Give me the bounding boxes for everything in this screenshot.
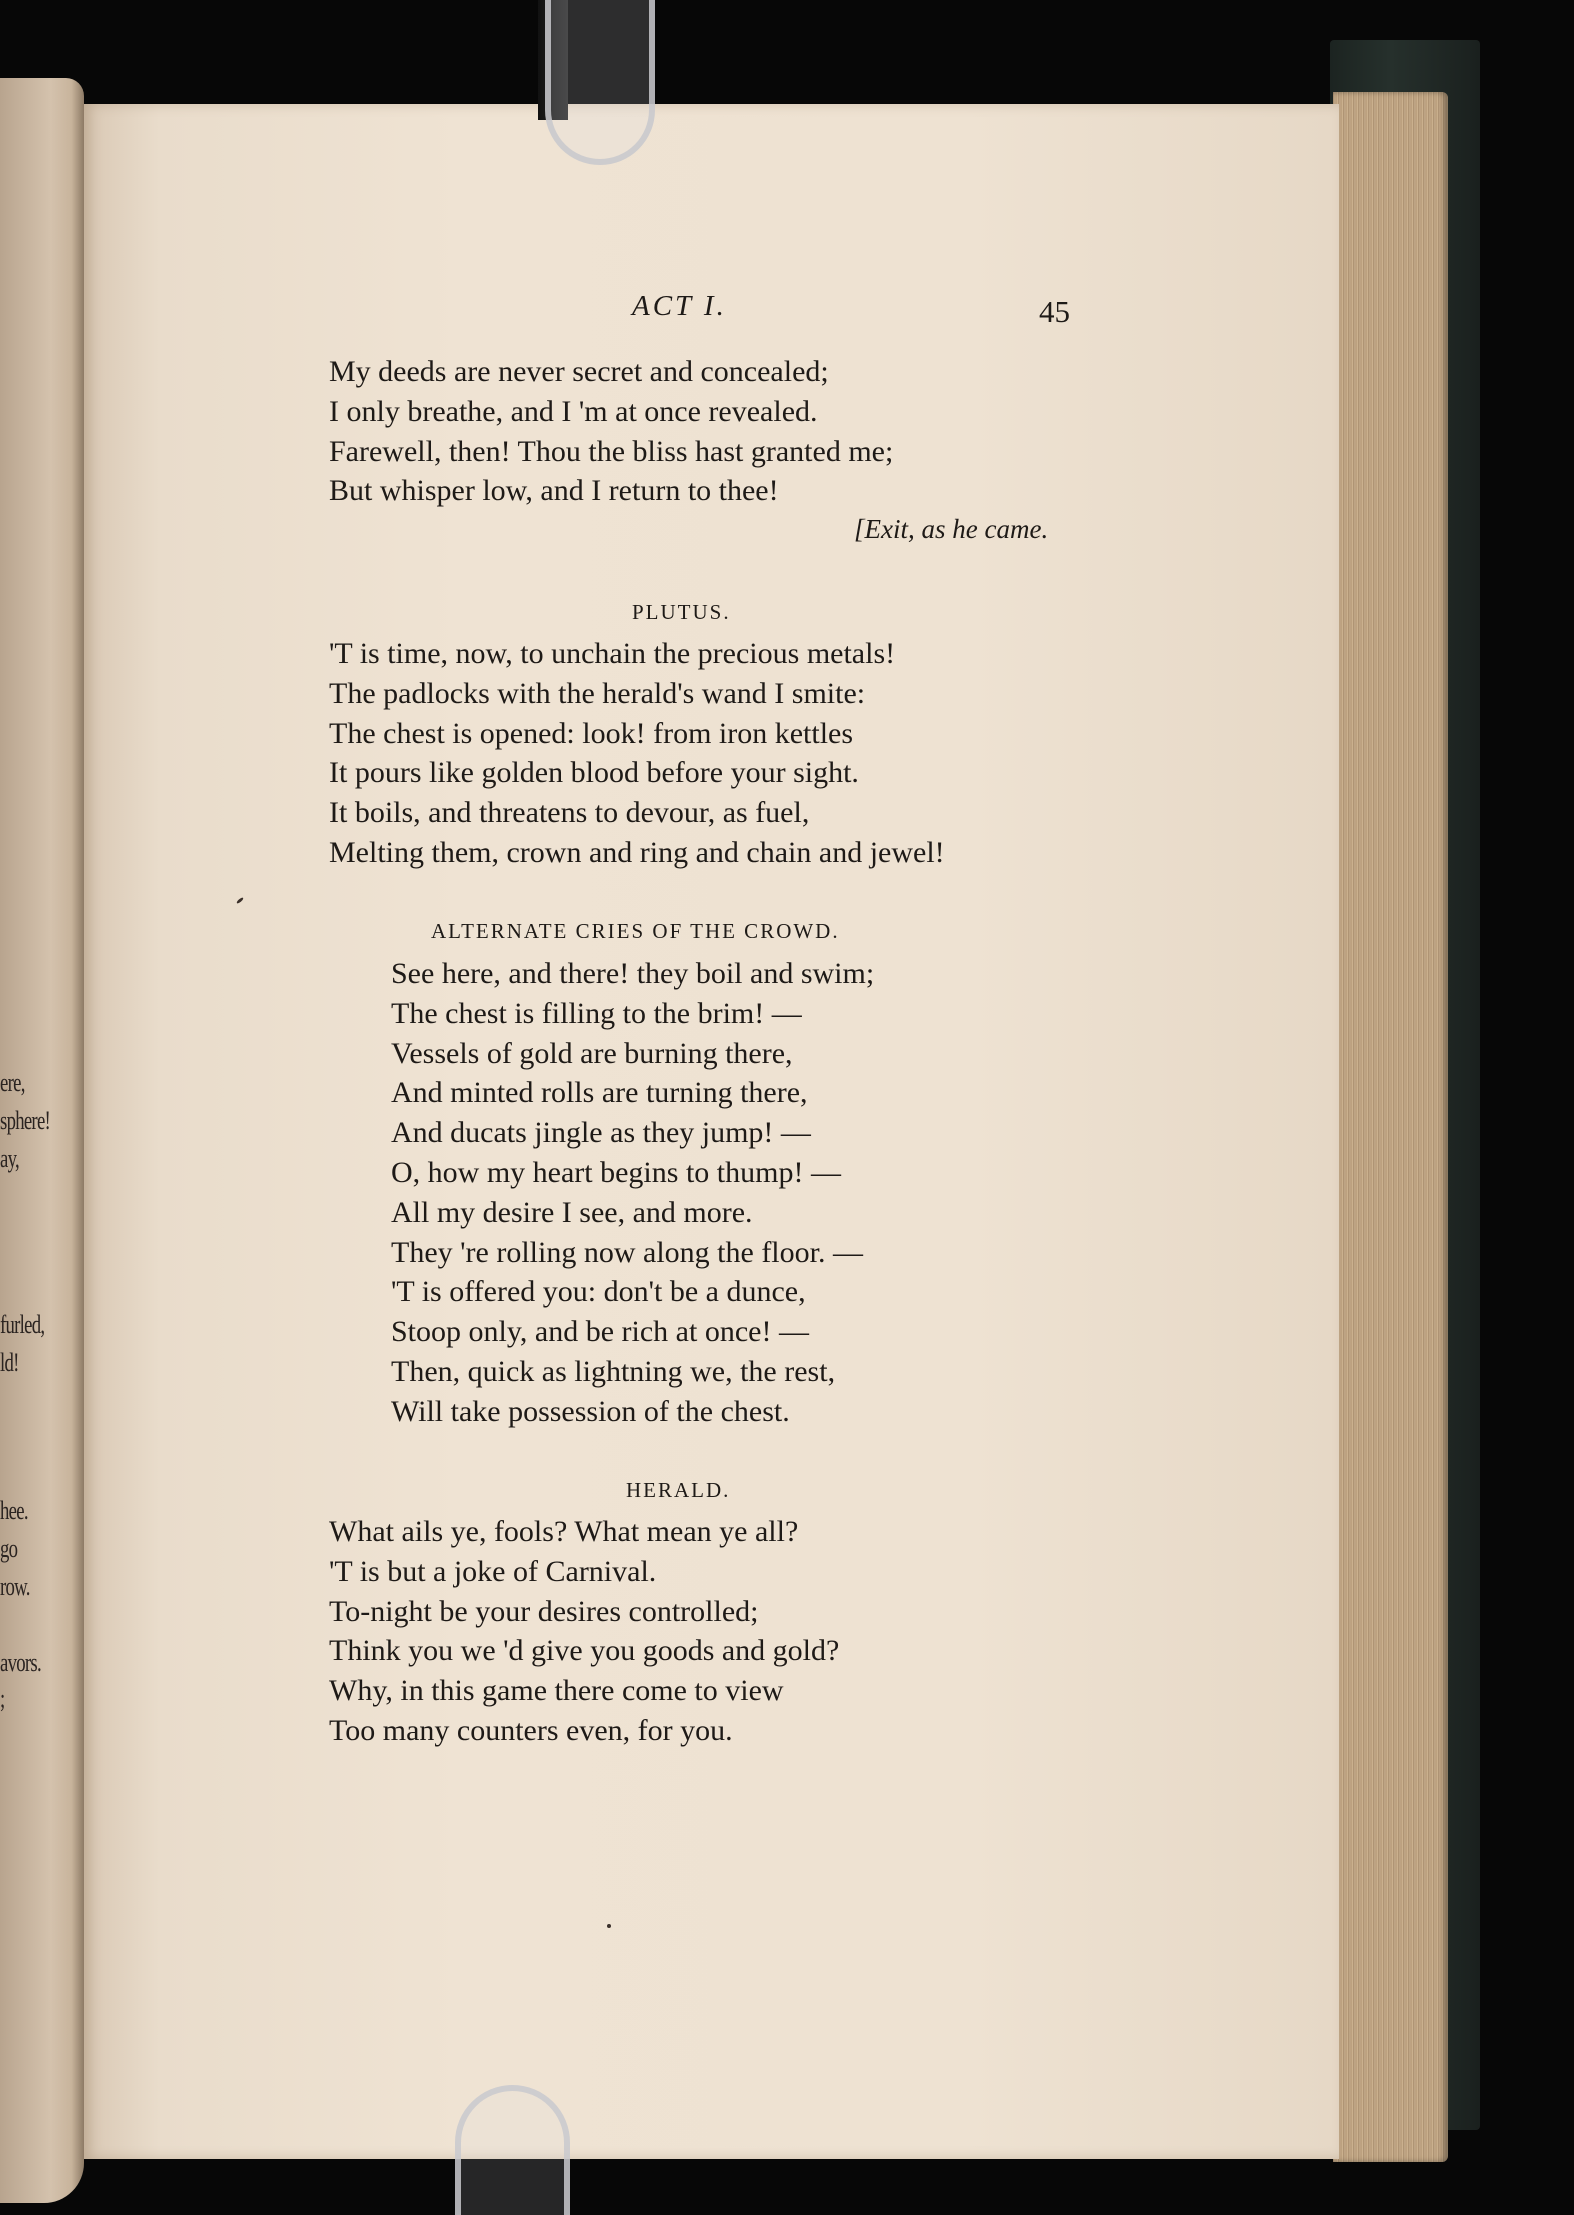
left-page-fragment: avors. [0,1648,41,1677]
verse-line: And ducats jingle as they jump! — [391,1116,811,1150]
speaker-heading: HERALD. [626,1478,731,1502]
verse-line: The chest is filling to the brim! — [391,996,802,1030]
verse-line: It pours like golden blood before your sight. [329,756,859,790]
verse-line: Then, quick as lightning we, the rest, [391,1354,836,1388]
left-page-fragment: hee. [0,1496,28,1525]
paper-speck [607,1924,611,1928]
verse-line: Melting them, crown and ring and chain and jewel! [329,835,945,869]
left-page-fragment: furled, [0,1310,45,1339]
verse-line: I only breathe, and I 'm at once revealed. [329,394,818,428]
verse-line: It boils, and threatens to devour, as fuel, [329,796,810,830]
paper-mark [236,897,244,904]
verse-line: 'T is offered you: don't be a dunce, [391,1275,806,1309]
verse-line: What ails ye, fools? What mean ye all? [329,1515,799,1548]
verse-line: All my desire I see, and more. [391,1195,753,1229]
verse-line: The chest is opened: look! from iron kettles [329,716,854,750]
verse-line: Why, in this game there come to view [329,1674,784,1708]
left-page-fragment: sphere! [0,1106,51,1135]
verse-line: And minted rolls are turning there, [391,1076,808,1110]
left-page-fragment: ld! [0,1348,19,1377]
verse-line: O, how my heart begins to thump! — [391,1155,841,1189]
verse-line: Too many counters even, for you. [329,1713,733,1747]
left-page-fragment: go [0,1534,18,1563]
verse-line: Think you we 'd give you goods and gold? [329,1634,840,1668]
verse-block-4 [329,1512,839,1751]
verse-line: Will take possession of the chest. [391,1394,790,1428]
page-text [84,104,1339,2159]
running-head: ACT I. [632,290,727,322]
verse-line: But whisper low, and I return to thee! [329,474,779,508]
left-page-fragment: row. [0,1572,30,1601]
verse-line: See here, and there! they boil and swim; [391,957,875,990]
verse-block-2 [329,634,945,873]
verse-line: The padlocks with the herald's wand I smite: [329,676,866,710]
verse-line: 'T is time, now, to unchain the precious metals! [329,637,896,670]
verse-line: To-night be your desires controlled; [329,1594,759,1628]
verse-line: Vessels of gold are burning there, [391,1036,793,1070]
speaker-heading: PLUTUS. [632,600,731,624]
page-number: 45 [1039,294,1070,329]
verse-line: Farewell, then! Thou the bliss hast granted me; [329,434,894,468]
left-page-fragment: ; [0,1684,5,1713]
left-page-fragment: ay, [0,1144,19,1173]
page-fore-edge [1333,92,1448,2162]
speaker-heading: ALTERNATE CRIES OF THE CROWD. [431,919,840,943]
verse-line: Stoop only, and be rich at once! — [391,1315,809,1349]
verse-line: My deeds are never secret and concealed; [329,355,829,388]
verse-line: They 're rolling now along the floor. — [391,1235,863,1269]
verse-line: 'T is but a joke of Carnival. [329,1554,657,1588]
left-page-fragment: ere, [0,1068,25,1097]
left-facing-page [0,78,84,2203]
verse-block-3 [391,954,874,1432]
stage-direction: [Exit, as he came. [854,514,1049,544]
verse-block-1 [329,352,893,511]
